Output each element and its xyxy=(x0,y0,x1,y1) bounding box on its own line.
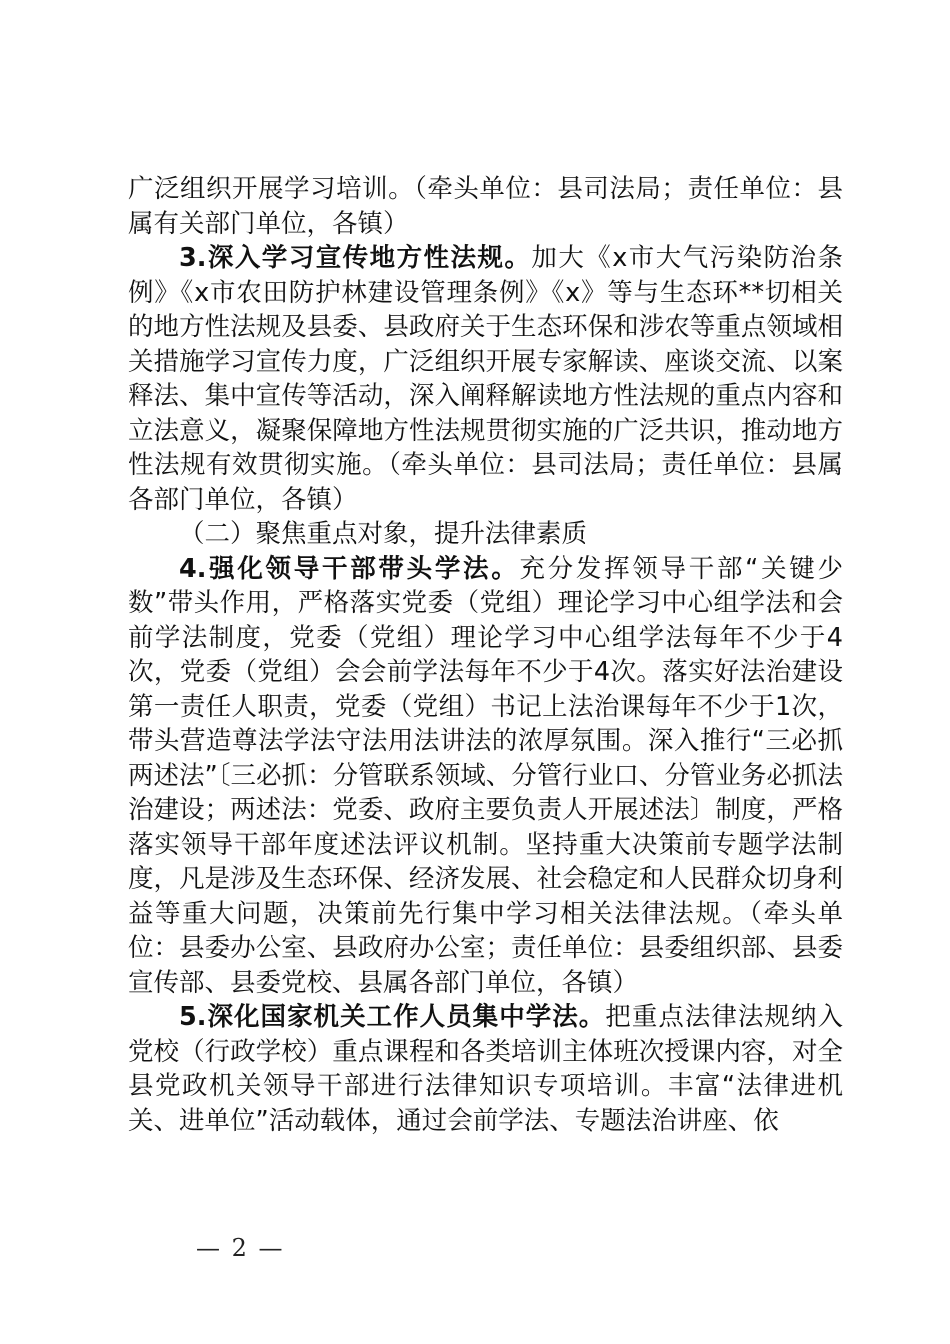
paragraph-heading: 5.深化国家机关工作人员集中学法。 xyxy=(179,1002,606,1032)
paragraph-text: 充分发挥领导干部“关键少数”带头作用，严格落实党委（党组）理论学习中心组学法和会前学法制度，党委（党组）理论学习中心组学法每年不少于4次，党委（党组）会会前学法每年不少于4次。落实好法治建设第一责任人职责，党委（党组）书记上法治课每年不少于1次，带头营造尊法学法守法用法讲法的浓厚氛围。深入推行“三必抓两述法”〔三必抓：分管联系领域、分管行业口、分管业务必抓法治建设；两述法：党委、政府主要负责人开展述法〕制度，严格落实领导干部年度述法评议机制。坚持重大决策前专题学法制度，凡是涉及生态环保、经济发展、社会稳定和人民群众切身利益等重大问题，决策前先行集中学习相关法律法规。（牵头单位：县委办公室、县政府办公室；责任单位：县委组织部、县委宣传部、县委党校、县属各部门单位，各镇） xyxy=(128,553,843,998)
paragraph-text: 把重点法律法规纳入党校（行政学校）重点课程和各类培训主体班次授课内容，对全县党政机关领导干部进行法律知识专项培训。丰富“法律进机关、进单位”活动载体，通过会前学法、专题法治讲座、依 xyxy=(128,1002,843,1136)
document-body xyxy=(128,172,843,1138)
paragraph-text: 广泛组织开展学习培训。（牵头单位：县司法局；责任单位：县属有关部门单位，各镇） xyxy=(128,174,843,239)
page-number: — 2 — xyxy=(196,1234,285,1262)
section-heading xyxy=(128,517,843,552)
section-heading-text: （二）聚焦重点对象，提升法律素质 xyxy=(179,519,588,549)
paragraph-item-5 xyxy=(128,1000,843,1138)
paragraph-heading: 3.深入学习宣传地方性法规。 xyxy=(179,243,532,273)
paragraph-item-4 xyxy=(128,552,843,1001)
paragraph-item-3 xyxy=(128,241,843,517)
paragraph-continuation xyxy=(128,172,843,241)
paragraph-text: 加大《x市大气污染防治条例》《x市农田防护林建设管理条例》《x》等与生态环**切相关的地方性法规及县委、县政府关于生态环保和涉农等重点领域相关措施学习宣传力度，广泛组织开展专家解读、座谈交流、以案释法、集中宣传等活动，深入阐释解读地方性法规的重点内容和立法意义，凝聚保障地方性法规贯彻实施的广泛共识，推动地方性法规有效贯彻实施。（牵头单位：县司法局；责任单位：县属各部门单位，各镇） xyxy=(128,243,843,515)
paragraph-heading: 4.强化领导干部带头学法。 xyxy=(179,553,520,584)
